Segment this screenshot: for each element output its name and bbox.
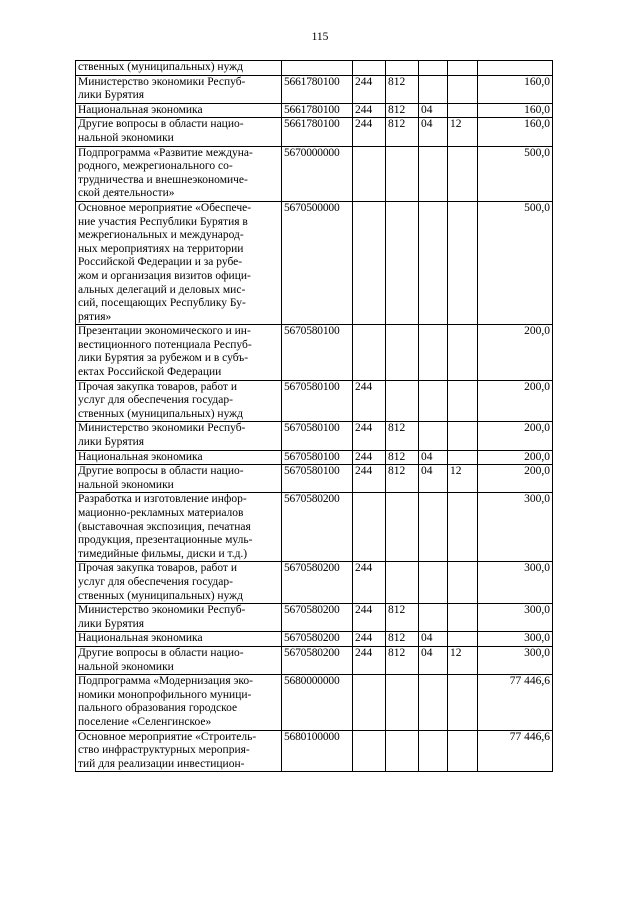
ministry-code-cell	[386, 675, 419, 730]
amount-cell: 200,0	[478, 422, 553, 450]
subsection-cell	[448, 325, 478, 380]
section-cell	[419, 675, 448, 730]
row-name-cell	[76, 675, 282, 730]
row-name-text: Национальная экономика	[78, 450, 203, 463]
section-cell: 04	[419, 632, 448, 647]
subsection-cell: 12	[448, 118, 478, 146]
amount-cell: 500,0	[478, 201, 553, 324]
target-article-code-cell: 5680000000	[282, 675, 353, 730]
row-name-text: Министерство экономики Респуб- лики Бурятия	[78, 604, 246, 630]
row-name-text: Министерство экономики Респуб- лики Бурятия	[78, 75, 246, 102]
budget-table-body	[76, 61, 553, 772]
subsection-cell	[448, 103, 478, 118]
amount-cell: 77 446,6	[478, 730, 553, 772]
section-cell: 04	[419, 465, 448, 493]
subsection-cell	[448, 632, 478, 647]
expense-type-cell	[353, 730, 386, 772]
row-name-cell	[76, 632, 282, 647]
expense-type-cell	[353, 493, 386, 562]
amount-cell: 160,0	[478, 75, 553, 103]
amount-cell: 300,0	[478, 493, 553, 562]
subsection-cell	[448, 146, 478, 201]
ministry-code-cell	[386, 493, 419, 562]
section-cell	[419, 493, 448, 562]
row-name-cell	[76, 646, 282, 674]
table-row	[76, 465, 553, 493]
ministry-code-cell: 812	[386, 632, 419, 647]
table-row	[76, 201, 553, 324]
target-article-code-cell: 5661780100	[282, 75, 353, 103]
row-name-text: Прочая закупка товаров, работ и услуг для обеспечения государ- ственных (муниципальных) нужд	[78, 380, 243, 420]
section-cell	[419, 325, 448, 380]
subsection-cell	[448, 493, 478, 562]
amount-cell: 300,0	[478, 632, 553, 647]
ministry-code-cell	[386, 325, 419, 380]
ministry-code-cell: 812	[386, 75, 419, 103]
row-name-cell	[76, 450, 282, 465]
table-row	[76, 422, 553, 450]
table-row	[76, 380, 553, 422]
amount-cell: 500,0	[478, 146, 553, 201]
target-article-code-cell: 5670000000	[282, 146, 353, 201]
section-cell	[419, 604, 448, 632]
ministry-code-cell: 812	[386, 422, 419, 450]
subsection-cell	[448, 201, 478, 324]
row-name-text: Другие вопросы в области нацио- нальной экономики	[78, 118, 244, 144]
amount-cell: 200,0	[478, 465, 553, 493]
section-cell: 04	[419, 118, 448, 146]
amount-cell: 300,0	[478, 604, 553, 632]
table-row	[76, 75, 553, 103]
amount-cell: 77 446,6	[478, 675, 553, 730]
section-cell	[419, 562, 448, 604]
table-row	[76, 61, 553, 76]
section-cell: 04	[419, 450, 448, 465]
expense-type-cell: 244	[353, 422, 386, 450]
table-row	[76, 562, 553, 604]
row-name-text: Подпрограмма «Развитие междуна- родного, межрегионального со- трудничества и внешнеэкономиче- ской деятельности»	[78, 146, 253, 200]
ministry-code-cell	[386, 730, 419, 772]
expense-type-cell	[353, 325, 386, 380]
expense-type-cell	[353, 146, 386, 201]
expense-type-cell	[353, 201, 386, 324]
section-cell	[419, 61, 448, 76]
row-name-cell	[76, 103, 282, 118]
budget-table	[75, 60, 553, 772]
row-name-text: Основное мероприятие «Обеспече- ние участия Республики Бурятия в межрегиональных и международ- ных мероприятиях на территории Российской Федерации и за рубе- жом и организация визитов офици- альных делегаций и деловых мис- сий, посещающих Республику Бу- рятия»	[78, 201, 252, 323]
amount-cell: 200,0	[478, 380, 553, 422]
expense-type-cell: 244	[353, 450, 386, 465]
target-article-code-cell	[282, 61, 353, 76]
amount-cell	[478, 61, 553, 76]
page-number: 115	[311, 31, 329, 43]
ministry-code-cell	[386, 380, 419, 422]
section-cell	[419, 201, 448, 324]
amount-cell: 300,0	[478, 646, 553, 674]
target-article-code-cell: 5670580100	[282, 380, 353, 422]
target-article-code-cell: 5661780100	[282, 103, 353, 118]
row-name-text: Другие вопросы в области нацио- нальной экономики	[78, 465, 244, 491]
table-row	[76, 730, 553, 772]
row-name-text: ственных (муниципальных) нужд	[78, 61, 243, 73]
target-article-code-cell: 5670500000	[282, 201, 353, 324]
expense-type-cell: 244	[353, 118, 386, 146]
row-name-cell	[76, 493, 282, 562]
row-name-cell	[76, 604, 282, 632]
subsection-cell	[448, 604, 478, 632]
row-name-text: Подпрограмма «Модернизация эко- номики монопрофильного муници- пального образования городское поселение «Селенгинское»	[78, 675, 254, 728]
expense-type-cell: 244	[353, 103, 386, 118]
target-article-code-cell: 5670580200	[282, 562, 353, 604]
expense-type-cell: 244	[353, 380, 386, 422]
target-article-code-cell: 5670580100	[282, 325, 353, 380]
row-name-cell	[76, 380, 282, 422]
row-name-text: Основное мероприятие «Строитель- ство инфраструктурных мероприя- тий для реализации инвестицион-	[78, 730, 257, 770]
ministry-code-cell	[386, 201, 419, 324]
section-cell	[419, 146, 448, 201]
subsection-cell	[448, 562, 478, 604]
row-name-text: Национальная экономика	[78, 103, 203, 116]
amount-cell: 300,0	[478, 562, 553, 604]
table-row	[76, 103, 553, 118]
subsection-cell	[448, 422, 478, 450]
subsection-cell	[448, 75, 478, 103]
section-cell: 04	[419, 103, 448, 118]
section-cell	[419, 380, 448, 422]
row-name-cell	[76, 562, 282, 604]
expense-type-cell: 244	[353, 562, 386, 604]
target-article-code-cell: 5670580100	[282, 450, 353, 465]
subsection-cell: 12	[448, 646, 478, 674]
row-name-cell	[76, 422, 282, 450]
table-row	[76, 604, 553, 632]
row-name-cell	[76, 465, 282, 493]
row-name-text: Презентации экономического и ин- вестиционного потенциала Респуб- лики Бурятия за рубежом и в субъ- ектах Российской Федерации	[78, 325, 252, 379]
ministry-code-cell	[386, 146, 419, 201]
target-article-code-cell: 5680100000	[282, 730, 353, 772]
row-name-cell	[76, 730, 282, 772]
row-name-text: Прочая закупка товаров, работ и услуг для обеспечения государ- ственных (муниципальных) нужд	[78, 562, 243, 602]
target-article-code-cell: 5670580200	[282, 646, 353, 674]
section-cell: 04	[419, 646, 448, 674]
subsection-cell	[448, 675, 478, 730]
row-name-text: Национальная экономика	[78, 632, 203, 645]
table-row	[76, 450, 553, 465]
expense-type-cell	[353, 61, 386, 76]
table-row	[76, 118, 553, 146]
target-article-code-cell: 5670580200	[282, 604, 353, 632]
expense-type-cell: 244	[353, 75, 386, 103]
subsection-cell	[448, 730, 478, 772]
row-name-cell	[76, 146, 282, 201]
target-article-code-cell: 5670580100	[282, 422, 353, 450]
ministry-code-cell: 812	[386, 450, 419, 465]
row-name-cell	[76, 75, 282, 103]
subsection-cell	[448, 380, 478, 422]
row-name-text: Разработка и изготовление инфор- мационно-рекламных материалов (выставочная экспозиция, печатная продукция, презентационные муль- тимедийные фильмы, диски и т.д.)	[78, 493, 253, 560]
row-name-cell	[76, 201, 282, 324]
table-row	[76, 675, 553, 730]
subsection-cell	[448, 450, 478, 465]
ministry-code-cell: 812	[386, 604, 419, 632]
row-name-cell	[76, 61, 282, 76]
ministry-code-cell	[386, 61, 419, 76]
expense-type-cell: 244	[353, 646, 386, 674]
table-row	[76, 493, 553, 562]
ministry-code-cell: 812	[386, 103, 419, 118]
section-cell	[419, 730, 448, 772]
ministry-code-cell	[386, 562, 419, 604]
amount-cell: 200,0	[478, 325, 553, 380]
row-name-text: Другие вопросы в области нацио- нальной экономики	[78, 646, 244, 673]
target-article-code-cell: 5661780100	[282, 118, 353, 146]
expense-type-cell: 244	[353, 465, 386, 493]
expense-type-cell	[353, 675, 386, 730]
row-name-text: Министерство экономики Респуб- лики Бурятия	[78, 422, 246, 449]
subsection-cell	[448, 61, 478, 76]
table-row	[76, 146, 553, 201]
section-cell	[419, 422, 448, 450]
row-name-cell	[76, 118, 282, 146]
table-row	[76, 632, 553, 647]
ministry-code-cell: 812	[386, 646, 419, 674]
amount-cell: 160,0	[478, 118, 553, 146]
ministry-code-cell: 812	[386, 465, 419, 493]
target-article-code-cell: 5670580200	[282, 632, 353, 647]
table-row	[76, 325, 553, 380]
section-cell	[419, 75, 448, 103]
ministry-code-cell: 812	[386, 118, 419, 146]
target-article-code-cell: 5670580200	[282, 493, 353, 562]
expense-type-cell: 244	[353, 604, 386, 632]
subsection-cell: 12	[448, 465, 478, 493]
amount-cell: 200,0	[478, 450, 553, 465]
table-row	[76, 646, 553, 674]
row-name-cell	[76, 325, 282, 380]
amount-cell: 160,0	[478, 103, 553, 118]
expense-type-cell: 244	[353, 632, 386, 647]
target-article-code-cell: 5670580100	[282, 465, 353, 493]
